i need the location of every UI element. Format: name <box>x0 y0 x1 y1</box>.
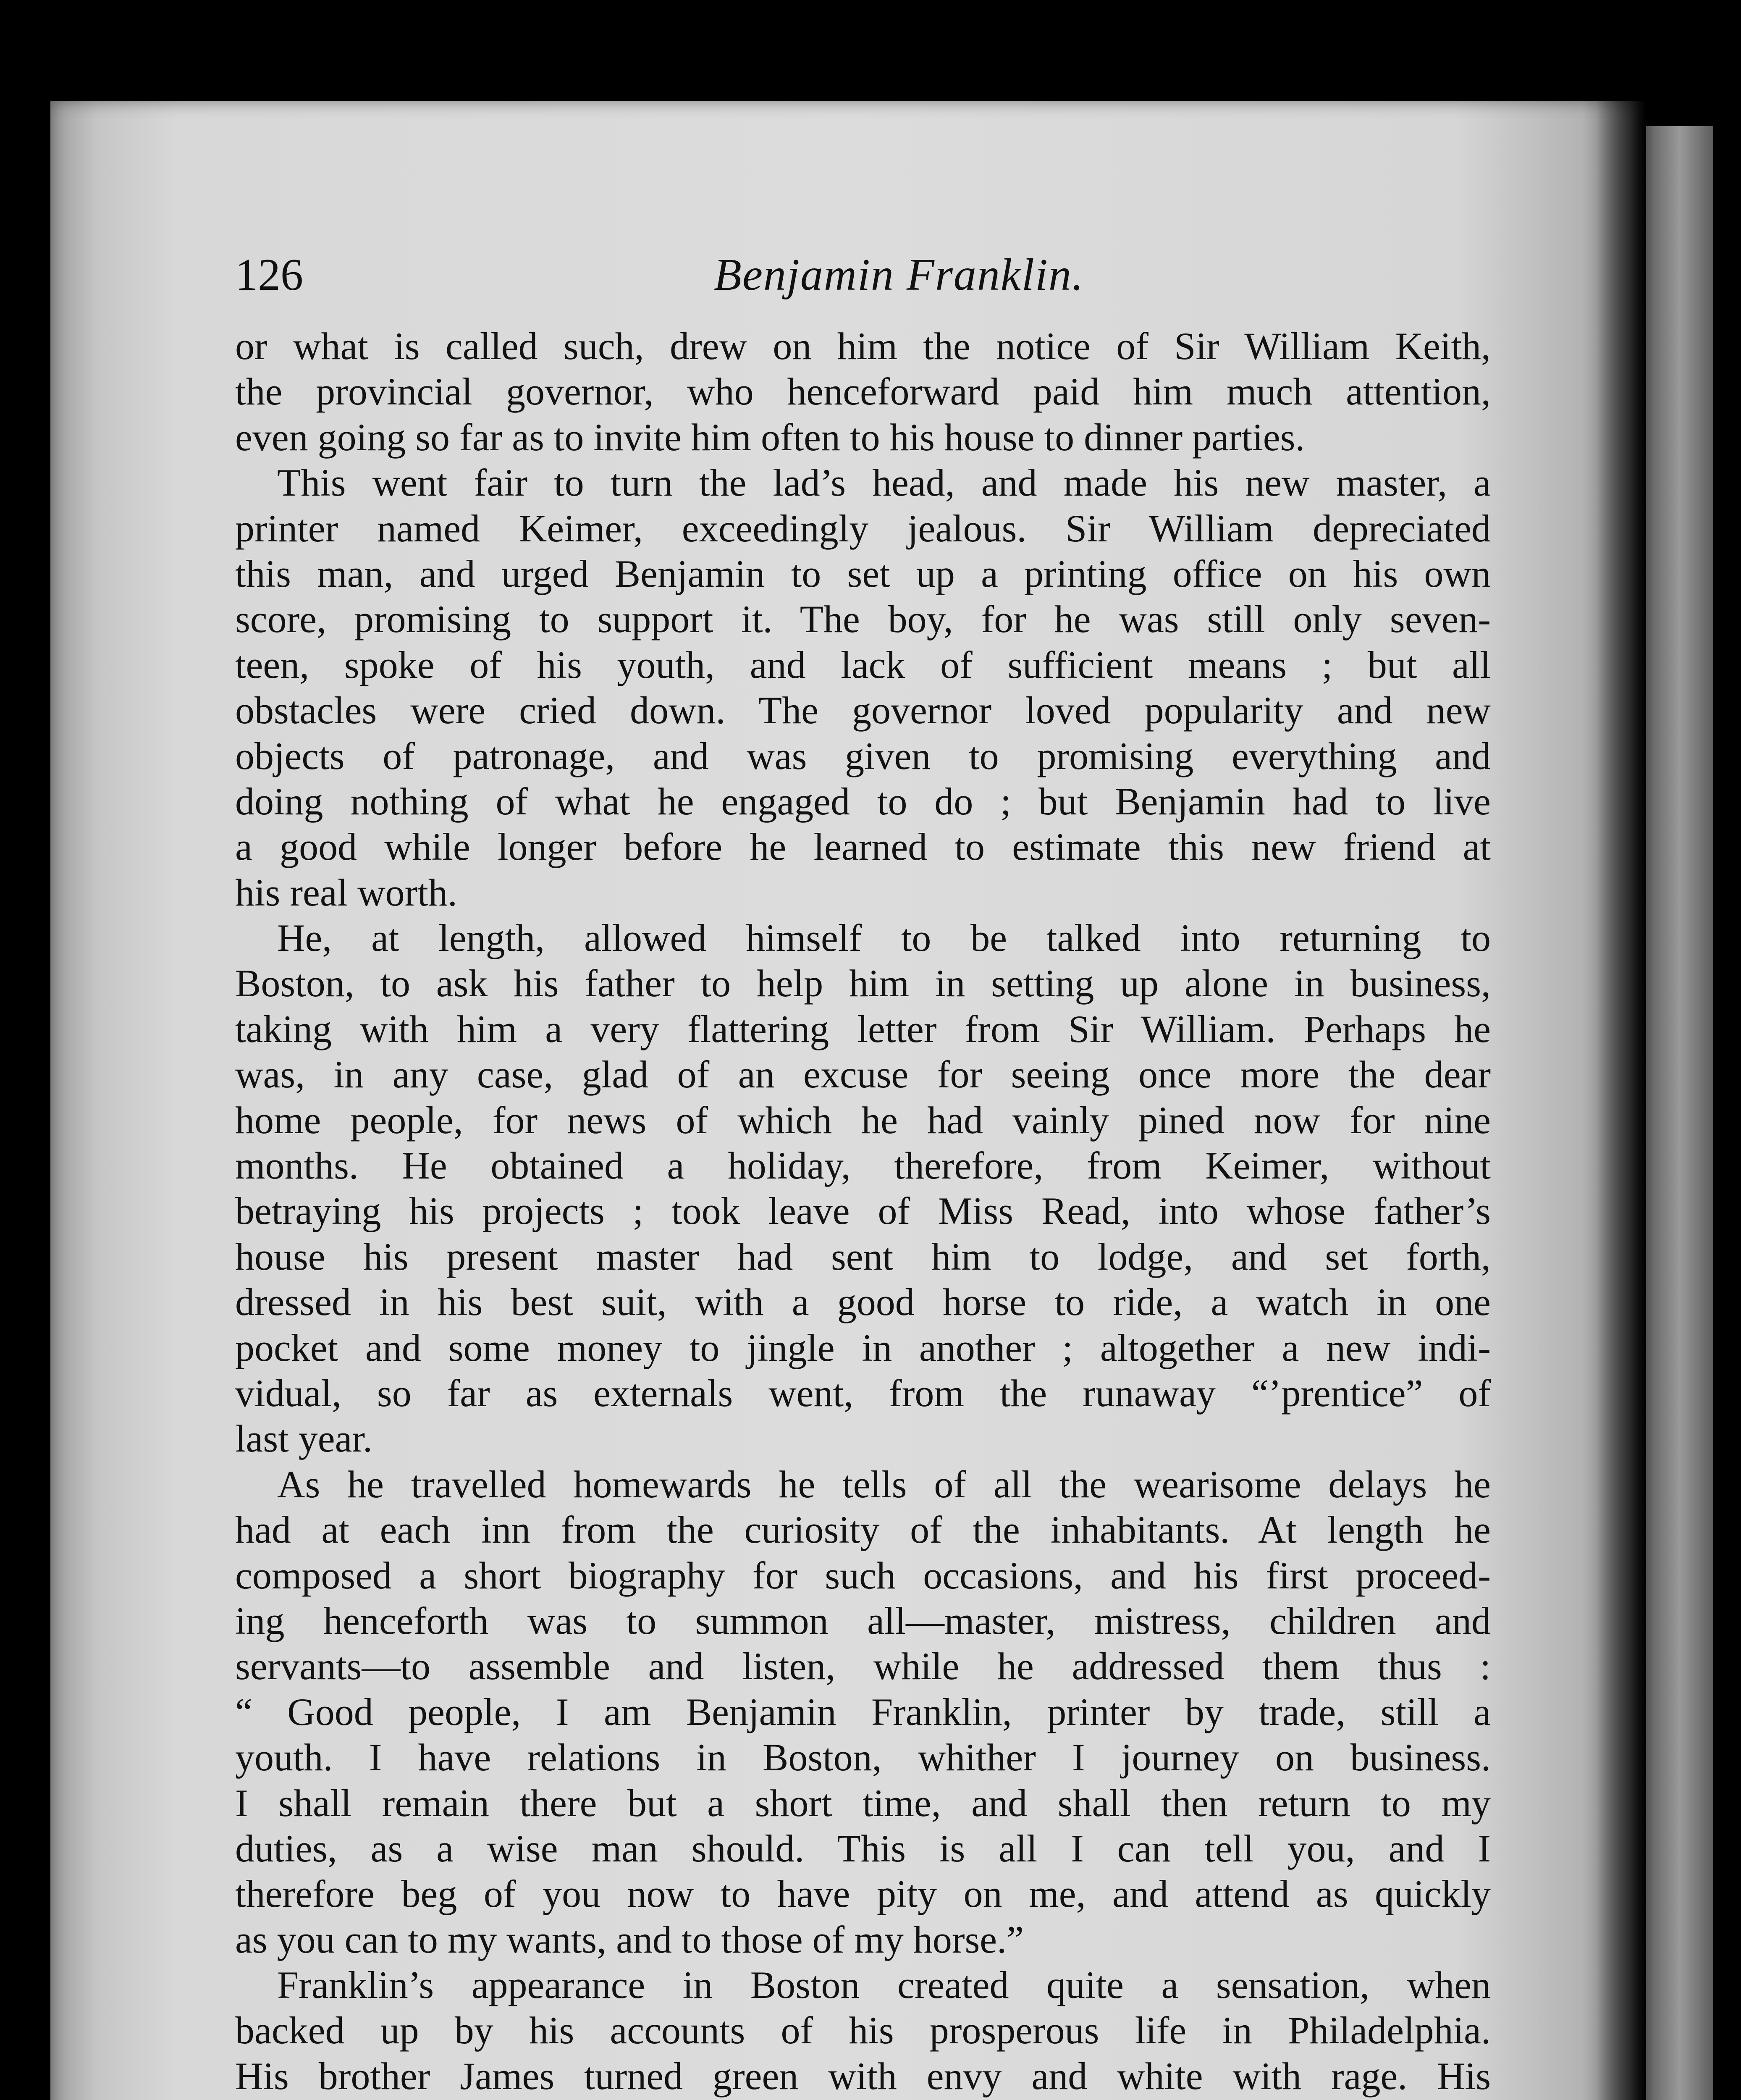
text-line: dressed in his best suit, with a good horse to ride, a watch in one <box>235 1281 1491 1324</box>
text-line: or what is called such, drew on him the notice of Sir William Keith, <box>235 325 1491 368</box>
paragraph <box>235 1462 1491 1962</box>
text-line: house his present master had sent him to lodge, and set forth, <box>235 1235 1491 1278</box>
text-line: score, promising to support it. The boy, for he was still only seven- <box>235 598 1491 641</box>
text-line: objects of patronage, and was given to promising everything and <box>235 734 1491 777</box>
text-line: printer named Keimer, exceedingly jealous. Sir William depreciated <box>235 507 1491 550</box>
text-line: last year. <box>235 1417 372 1460</box>
text-line: a good while longer before he learned to estimate this new friend at <box>235 825 1491 869</box>
text-line: Franklin’s appearance in Boston created quite a sensation, when <box>277 1964 1491 2007</box>
text-line: obstacles were cried down. The governor loved popularity and new <box>235 689 1491 732</box>
text-line: even going so far as to invite him often to his house to dinner parties. <box>235 415 1305 459</box>
text-line: duties, as a wise man should. This is all I can tell you, and I <box>235 1827 1491 1870</box>
page-number: 126 <box>235 250 303 300</box>
body-text <box>235 323 1491 2100</box>
text-line: teen, spoke of his youth, and lack of sufficient means ; but all <box>235 643 1491 686</box>
text-line: betraying his projects ; took leave of Miss Read, into whose father’s <box>235 1189 1491 1233</box>
gutter-shadow <box>1596 101 1646 2100</box>
text-line: composed a short biography for such occasions, and his first proceed- <box>235 1554 1491 1597</box>
text-line: ing henceforth was to summon all—master, mistress, children and <box>235 1599 1491 1642</box>
text-line: Boston, to ask his father to help him in setting up alone in business, <box>235 962 1491 1005</box>
paragraph <box>235 460 1491 915</box>
text-line: therefore beg of you now to have pity on me, and attend as quickly <box>235 1872 1491 1916</box>
text-line: the provincial governor, who henceforward paid him much attention, <box>235 370 1491 413</box>
text-line: I shall remain there but a short time, and shall then return to my <box>235 1781 1491 1824</box>
text-line: was, in any case, glad of an excuse for seeing once more the dear <box>235 1053 1491 1096</box>
text-line: home people, for news of which he had vainly pined now for nine <box>235 1098 1491 1142</box>
text-line: youth. I have relations in Boston, whither I journey on business. <box>235 1736 1491 1779</box>
text-line: pocket and some money to jingle in another ; altogether a new indi- <box>235 1326 1491 1369</box>
text-line: as you can to my wants, and to those of my horse.” <box>235 1918 1024 1961</box>
text-line: servants—to assemble and listen, while he addressed them thus : <box>235 1645 1491 1688</box>
text-line: His brother James turned green with envy and white with rage. His <box>235 2054 1491 2097</box>
running-title: Benjamin Franklin. <box>714 250 1084 300</box>
running-head <box>235 248 1491 302</box>
text-line: “ Good people, I am Benjamin Franklin, printer by trade, still a <box>235 1690 1491 1733</box>
text-line: As he travelled homewards he tells of all the wearisome delays he <box>277 1462 1491 1506</box>
text-line: taking with him a very flattering letter from Sir William. Perhaps he <box>235 1007 1491 1050</box>
paragraph <box>235 323 1491 460</box>
text-line: He, at length, allowed himself to be talked into returning to <box>277 916 1491 960</box>
text-line: his real worth. <box>235 871 457 914</box>
text-line: vidual, so far as externals went, from the runaway “’prentice” of <box>235 1371 1491 1415</box>
text-line: doing nothing of what he engaged to do ; but Benjamin had to live <box>235 780 1491 823</box>
paragraph <box>235 1962 1491 2100</box>
text-line: had at each inn from the curiosity of the inhabitants. At length he <box>235 1508 1491 1551</box>
text-line: backed up by his accounts of his prosperous life in Philadelphia. <box>235 2009 1491 2052</box>
text-line: months. He obtained a holiday, therefore, from Keimer, without <box>235 1144 1491 1187</box>
text-line: This went fair to turn the lad’s head, and made his new master, a <box>277 461 1491 504</box>
text-line: this man, and urged Benjamin to set up a printing office on his own <box>235 552 1491 595</box>
paragraph <box>235 915 1491 1462</box>
